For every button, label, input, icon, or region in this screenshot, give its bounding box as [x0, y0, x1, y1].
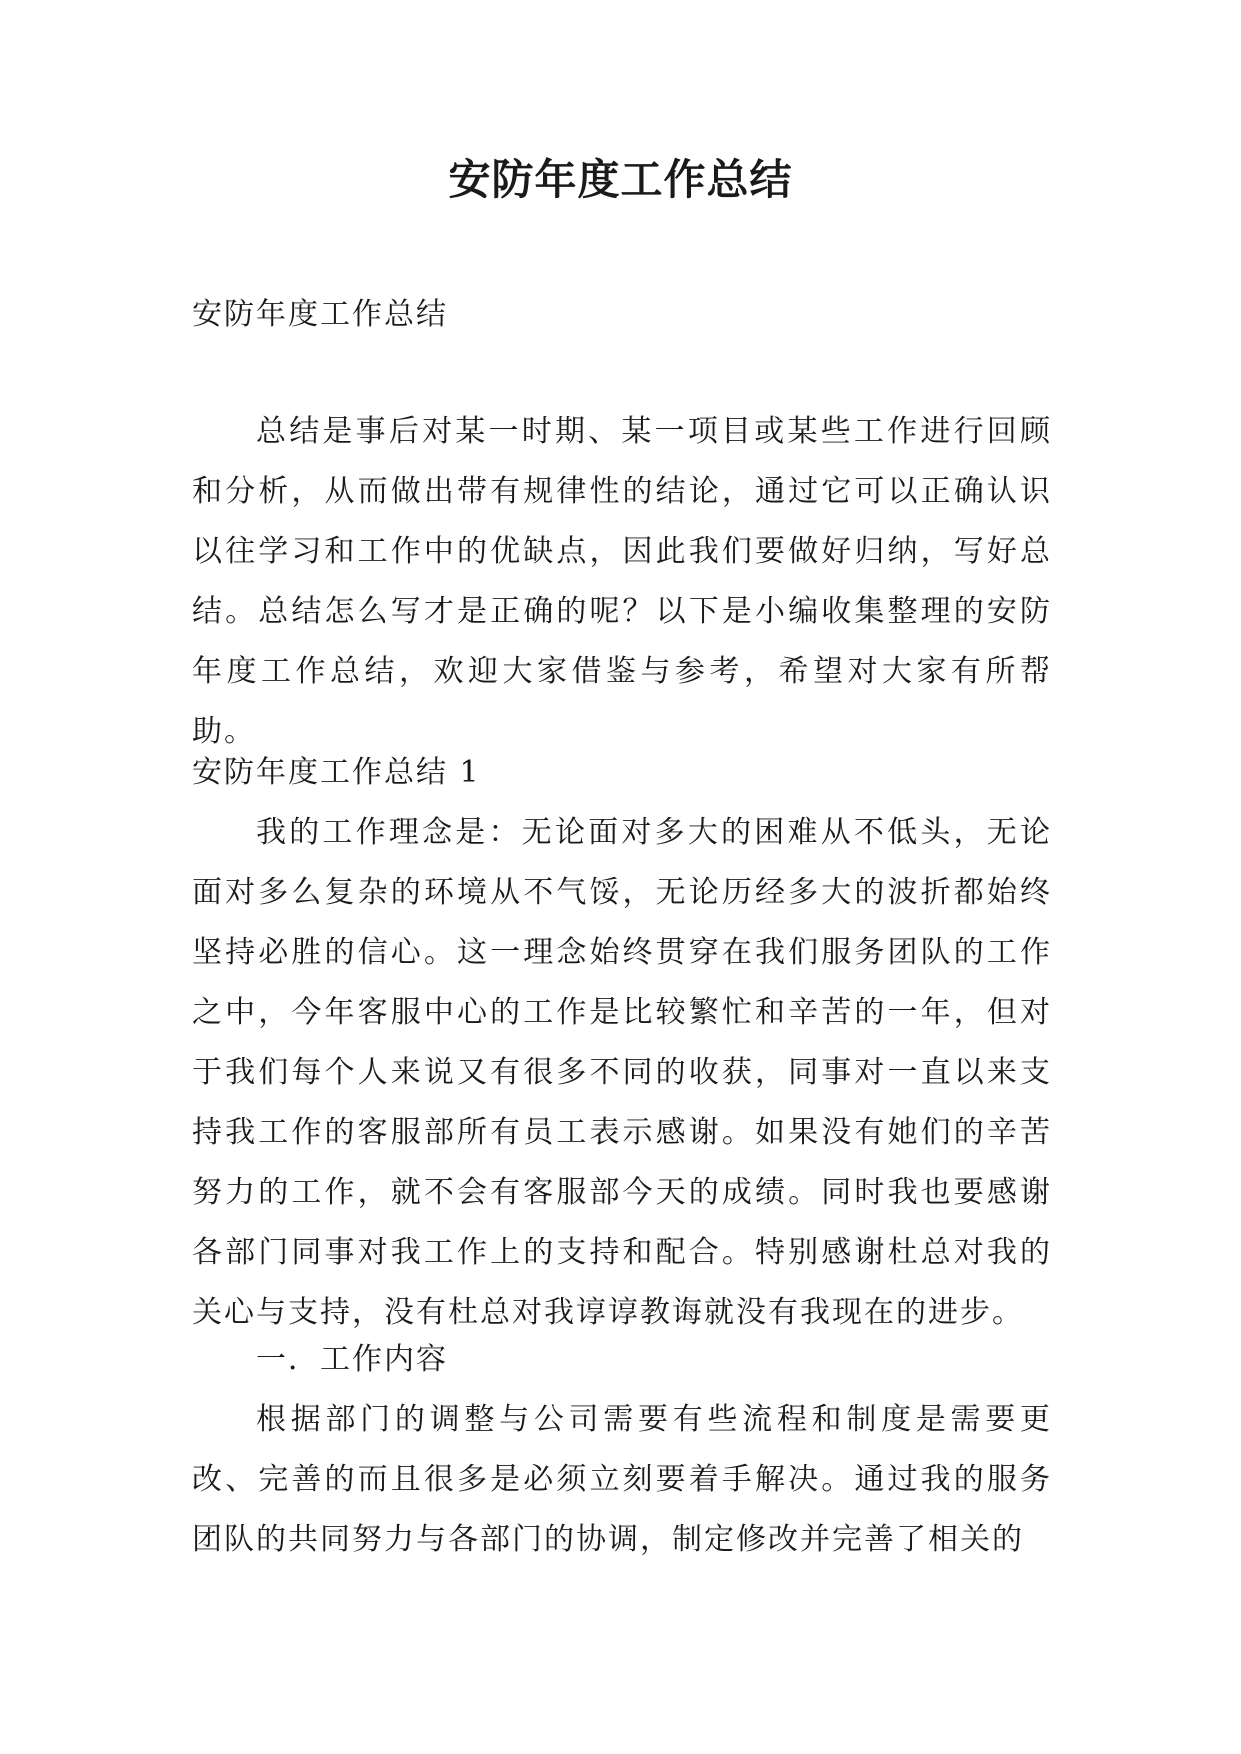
intro-paragraph: 总结是事后对某一时期、某一项目或某些工作进行回顾和分析，从而做出带有规律性的结论，通过它可以正确认识以往学习和工作中的优缺点，因此我们要做好归纳，写好总结。总结怎么写才是正确的呢？以下是小编收集整理的安防年度工作总结，欢迎大家借鉴与参考，希望对大家有所帮助。 [192, 414, 1052, 749]
section-paragraph: 我的工作理念是：无论面对多大的困难从不低头，无论面对多么复杂的环境从不气馁，无论历经多大的波折都始终坚持必胜的信心。这一理念始终贯穿在我们服务团队的工作之中，今年客服中心的工作是比较繁忙和辛苦的一年，但对于我们每个人来说又有很多不同的收获，同事对一直以来支持我工作的客服部所有员工表示感谢。如果没有她们的辛苦努力的工作，就不会有客服部今天的成绩。同时我也要感谢各部门同事对我工作上的支持和配合。特别感谢杜总对我的关心与支持，没有杜总对我谆谆教诲就没有我现在的进步。 [192, 815, 1052, 1330]
document-title: 安防年度工作总结 [448, 155, 793, 204]
document-subtitle: 安防年度工作总结 [192, 297, 448, 332]
work-content-heading: 一．工作内容 [256, 1342, 448, 1377]
section-paragraph: 根据部门的调整与公司需要有些流程和制度是需要更改、完善的而且很多是必须立刻要着手解决。通过我的服务团队的共同努力与各部门的协调，制定修改并完善了相关的 [192, 1402, 1052, 1557]
section-heading: 安防年度工作总结 1 [192, 755, 481, 790]
